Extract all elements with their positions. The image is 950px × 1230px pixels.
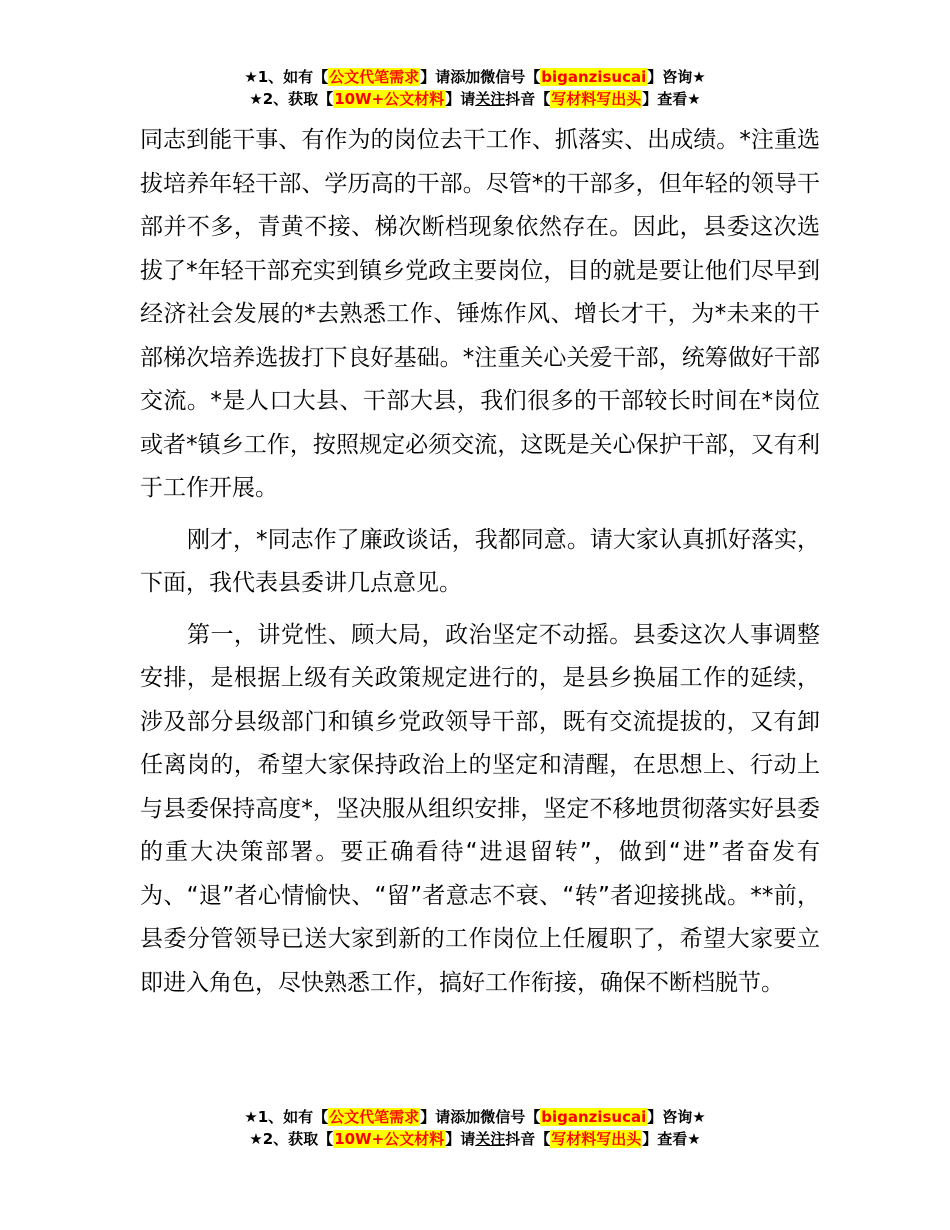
banner-text: ★1、如有【	[244, 68, 329, 86]
banner-text: 】请	[445, 1130, 476, 1148]
header-banner	[0, 66, 950, 110]
banner-highlight: 10W+公文材料	[334, 90, 445, 108]
banner-line-2	[0, 1128, 950, 1150]
banner-text: ★2、获取【	[249, 90, 334, 108]
banner-text: 】咨询★	[647, 68, 706, 86]
paragraph: 第一，讲党性、顾大局，政治坚定不动摇。县委这次人事调整安排，是根据上级有关政策规定进行的，是县乡换届工作的延续，涉及部分县级部门和镇乡党政领导干部，既有交流提拔的，又有卸任离岗的，希望大家保持政治上的坚定和清醒，在思想上、行动上与县委保持高度*，坚决服从组织安排，坚定不移地贯彻落实好县委的重大决策部署。要正确看待“进退留转”，做到“进”者奋发有为、“退”者心情愉快、“留”者意志不衰、“转”者迎接挑战。**前，县委分管领导已送大家到新的工作岗位上任履职了，希望大家要立即进入角色，尽快熟悉工作，搞好工作衔接，确保不断档脱节。	[140, 621, 820, 996]
banner-text: ★1、如有【	[244, 1108, 329, 1126]
footer-banner	[0, 1106, 950, 1150]
banner-text: 】请	[445, 90, 476, 108]
paragraph: 同志到能干事、有作为的岗位去干工作、抓落实、出成绩。*注重选拔培养年轻干部、学历高的干部。尽管*的干部多，但年轻的领导干部并不多，青黄不接、梯次断档现象依然存在。因此，县委这次选拔了*年轻干部充实到镇乡党政主要岗位，目的就是要让他们尽早到经济社会发展的*去熟悉工作、锤炼作风、增长才干，为*未来的干部梯次培养选拔打下良好基础。*注重关心关爱干部，统筹做好干部交流。*是人口大县、干部大县，我们很多的干部较长时间在*岗位或者*镇乡工作，按照规定必须交流，这既是关心保护干部，又有利于工作开展。	[140, 127, 820, 501]
banner-text: 】咨询★	[647, 1108, 706, 1126]
banner-line-2	[0, 88, 950, 110]
banner-highlight: biganzisucai	[541, 1108, 647, 1126]
banner-line-1	[0, 66, 950, 88]
banner-text: 】查看★	[642, 90, 701, 108]
banner-line-1	[0, 1106, 950, 1128]
banner-highlight: 公文代笔需求	[329, 68, 420, 86]
banner-text: 】查看★	[642, 1130, 701, 1148]
banner-text: 抖音【	[505, 1130, 551, 1148]
document-body	[140, 119, 820, 1005]
banner-highlight: 10W+公文材料	[334, 1130, 445, 1148]
banner-text: 抖音【	[505, 90, 551, 108]
banner-underline: 关注	[475, 1130, 506, 1148]
banner-highlight: 写材料写出头	[551, 1130, 642, 1148]
paragraph: 刚才，*同志作了廉政谈话，我都同意。请大家认真抓好落实，下面，我代表县委讲几点意见。	[140, 526, 820, 596]
banner-highlight: biganzisucai	[541, 68, 647, 86]
banner-text: 】请添加微信号【	[420, 1108, 541, 1126]
banner-highlight: 写材料写出头	[551, 90, 642, 108]
banner-underline: 关注	[475, 90, 506, 108]
banner-text: 】请添加微信号【	[420, 68, 541, 86]
banner-highlight: 公文代笔需求	[329, 1108, 420, 1126]
banner-text: ★2、获取【	[249, 1130, 334, 1148]
